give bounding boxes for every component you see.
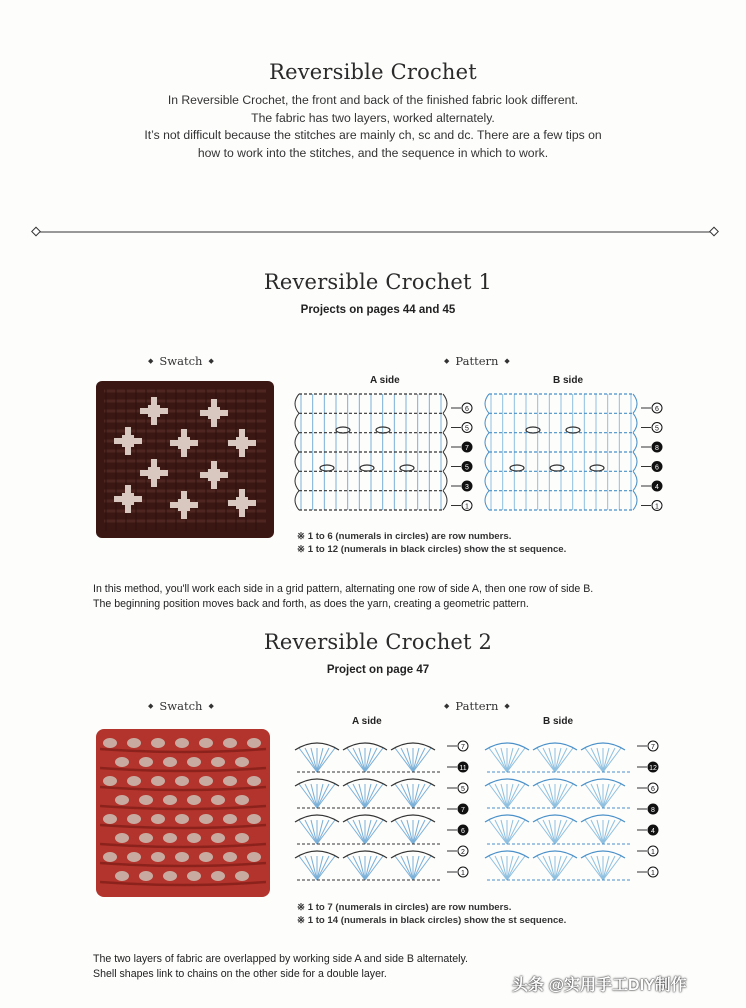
- svg-text:5: 5: [461, 786, 465, 793]
- section2-description: [93, 952, 468, 982]
- svg-text:4: 4: [655, 484, 659, 491]
- section2-pattern-label: ◆ Pattern ◆: [444, 699, 510, 713]
- section1-notes: [297, 530, 566, 556]
- section2-subtitle: Project on page 47: [326, 664, 430, 676]
- section2-title: Reversible Crochet 2: [263, 630, 493, 654]
- svg-text:5: 5: [465, 425, 469, 433]
- page-title: Reversible Crochet: [269, 60, 477, 84]
- svg-text:6: 6: [461, 828, 465, 835]
- svg-text:7: 7: [461, 744, 465, 751]
- section1-pattern-a: [297, 390, 479, 520]
- svg-text:7: 7: [651, 744, 655, 751]
- section1-pattern-b: [487, 390, 669, 520]
- section1-subtitle: Projects on pages 44 and 45: [300, 304, 456, 316]
- svg-text:1: 1: [461, 870, 465, 877]
- svg-text:8: 8: [651, 807, 655, 814]
- section2-swatch-image: [96, 729, 270, 897]
- note-line: ※ 1 to 12 (numerals in black circles) show the st sequence.: [297, 544, 567, 555]
- svg-text:5: 5: [655, 425, 659, 433]
- note-line: ※ 1 to 14 (numerals in black circles) show the st sequence.: [297, 915, 567, 926]
- section2-pattern-b: [485, 732, 670, 892]
- desc-line: The two layers of fabric are overlapped by working side A and side B alternately.: [93, 953, 468, 965]
- svg-text:6: 6: [651, 786, 655, 793]
- svg-text:3: 3: [465, 484, 469, 491]
- svg-text:6: 6: [655, 406, 659, 413]
- svg-text:12: 12: [649, 765, 657, 772]
- svg-text:11: 11: [459, 765, 467, 772]
- desc-line: Shell shapes link to chains on the other side for a double layer.: [93, 968, 387, 980]
- section1-title: Reversible Crochet 1: [263, 270, 493, 294]
- note-line: ※ 1 to 6 (numerals in circles) are row numbers.: [297, 531, 512, 542]
- section2-swatch-label: ◆ Swatch ◆: [148, 699, 214, 713]
- intro-text: [0, 92, 746, 162]
- svg-text:1: 1: [651, 849, 655, 856]
- section-divider: [30, 226, 720, 238]
- svg-text:1: 1: [465, 503, 469, 511]
- section2-side-a-label: A side: [352, 716, 382, 727]
- section2-notes: [297, 901, 566, 927]
- intro-line: how to work into the stitches, and the sequence in which to work.: [197, 145, 549, 160]
- section1-pattern-label: ◆ Pattern ◆: [444, 354, 510, 368]
- desc-line: In this method, you'll work each side in a grid pattern, alternating one row of side A, then one row of side B.: [93, 583, 594, 595]
- svg-text:8: 8: [655, 445, 659, 452]
- svg-text:1: 1: [651, 870, 655, 877]
- svg-text:5: 5: [465, 464, 469, 472]
- svg-text:7: 7: [461, 807, 465, 814]
- desc-line: The beginning position moves back and forth, as does the yarn, creating a geometric pattern.: [93, 598, 529, 610]
- intro-line: In Reversible Crochet, the front and back of the finished fabric look different.: [167, 93, 579, 107]
- section1-swatch-label: ◆ Swatch ◆: [148, 354, 214, 368]
- section2-pattern-a: [295, 732, 480, 892]
- section1-swatch-image: [96, 381, 274, 538]
- intro-line: The fabric has two layers, worked alternately.: [251, 110, 495, 125]
- section1-side-b-label: B side: [553, 375, 584, 386]
- section1-side-a-label: A side: [370, 375, 400, 386]
- watermark: 头条 @实用手工DIY制作: [512, 977, 687, 994]
- section1-description: [93, 582, 593, 612]
- intro-line: It’s not difficult because the stitches are mainly ch, sc and dc. There are a few tips on: [144, 128, 602, 143]
- note-line: ※ 1 to 7 (numerals in circles) are row numbers.: [297, 902, 512, 913]
- svg-text:1: 1: [655, 503, 659, 511]
- svg-text:4: 4: [651, 828, 655, 835]
- svg-text:2: 2: [461, 849, 465, 856]
- section2-side-b-label: B side: [543, 716, 574, 727]
- svg-text:6: 6: [655, 464, 659, 472]
- svg-text:7: 7: [465, 445, 469, 452]
- svg-text:6: 6: [465, 406, 469, 413]
